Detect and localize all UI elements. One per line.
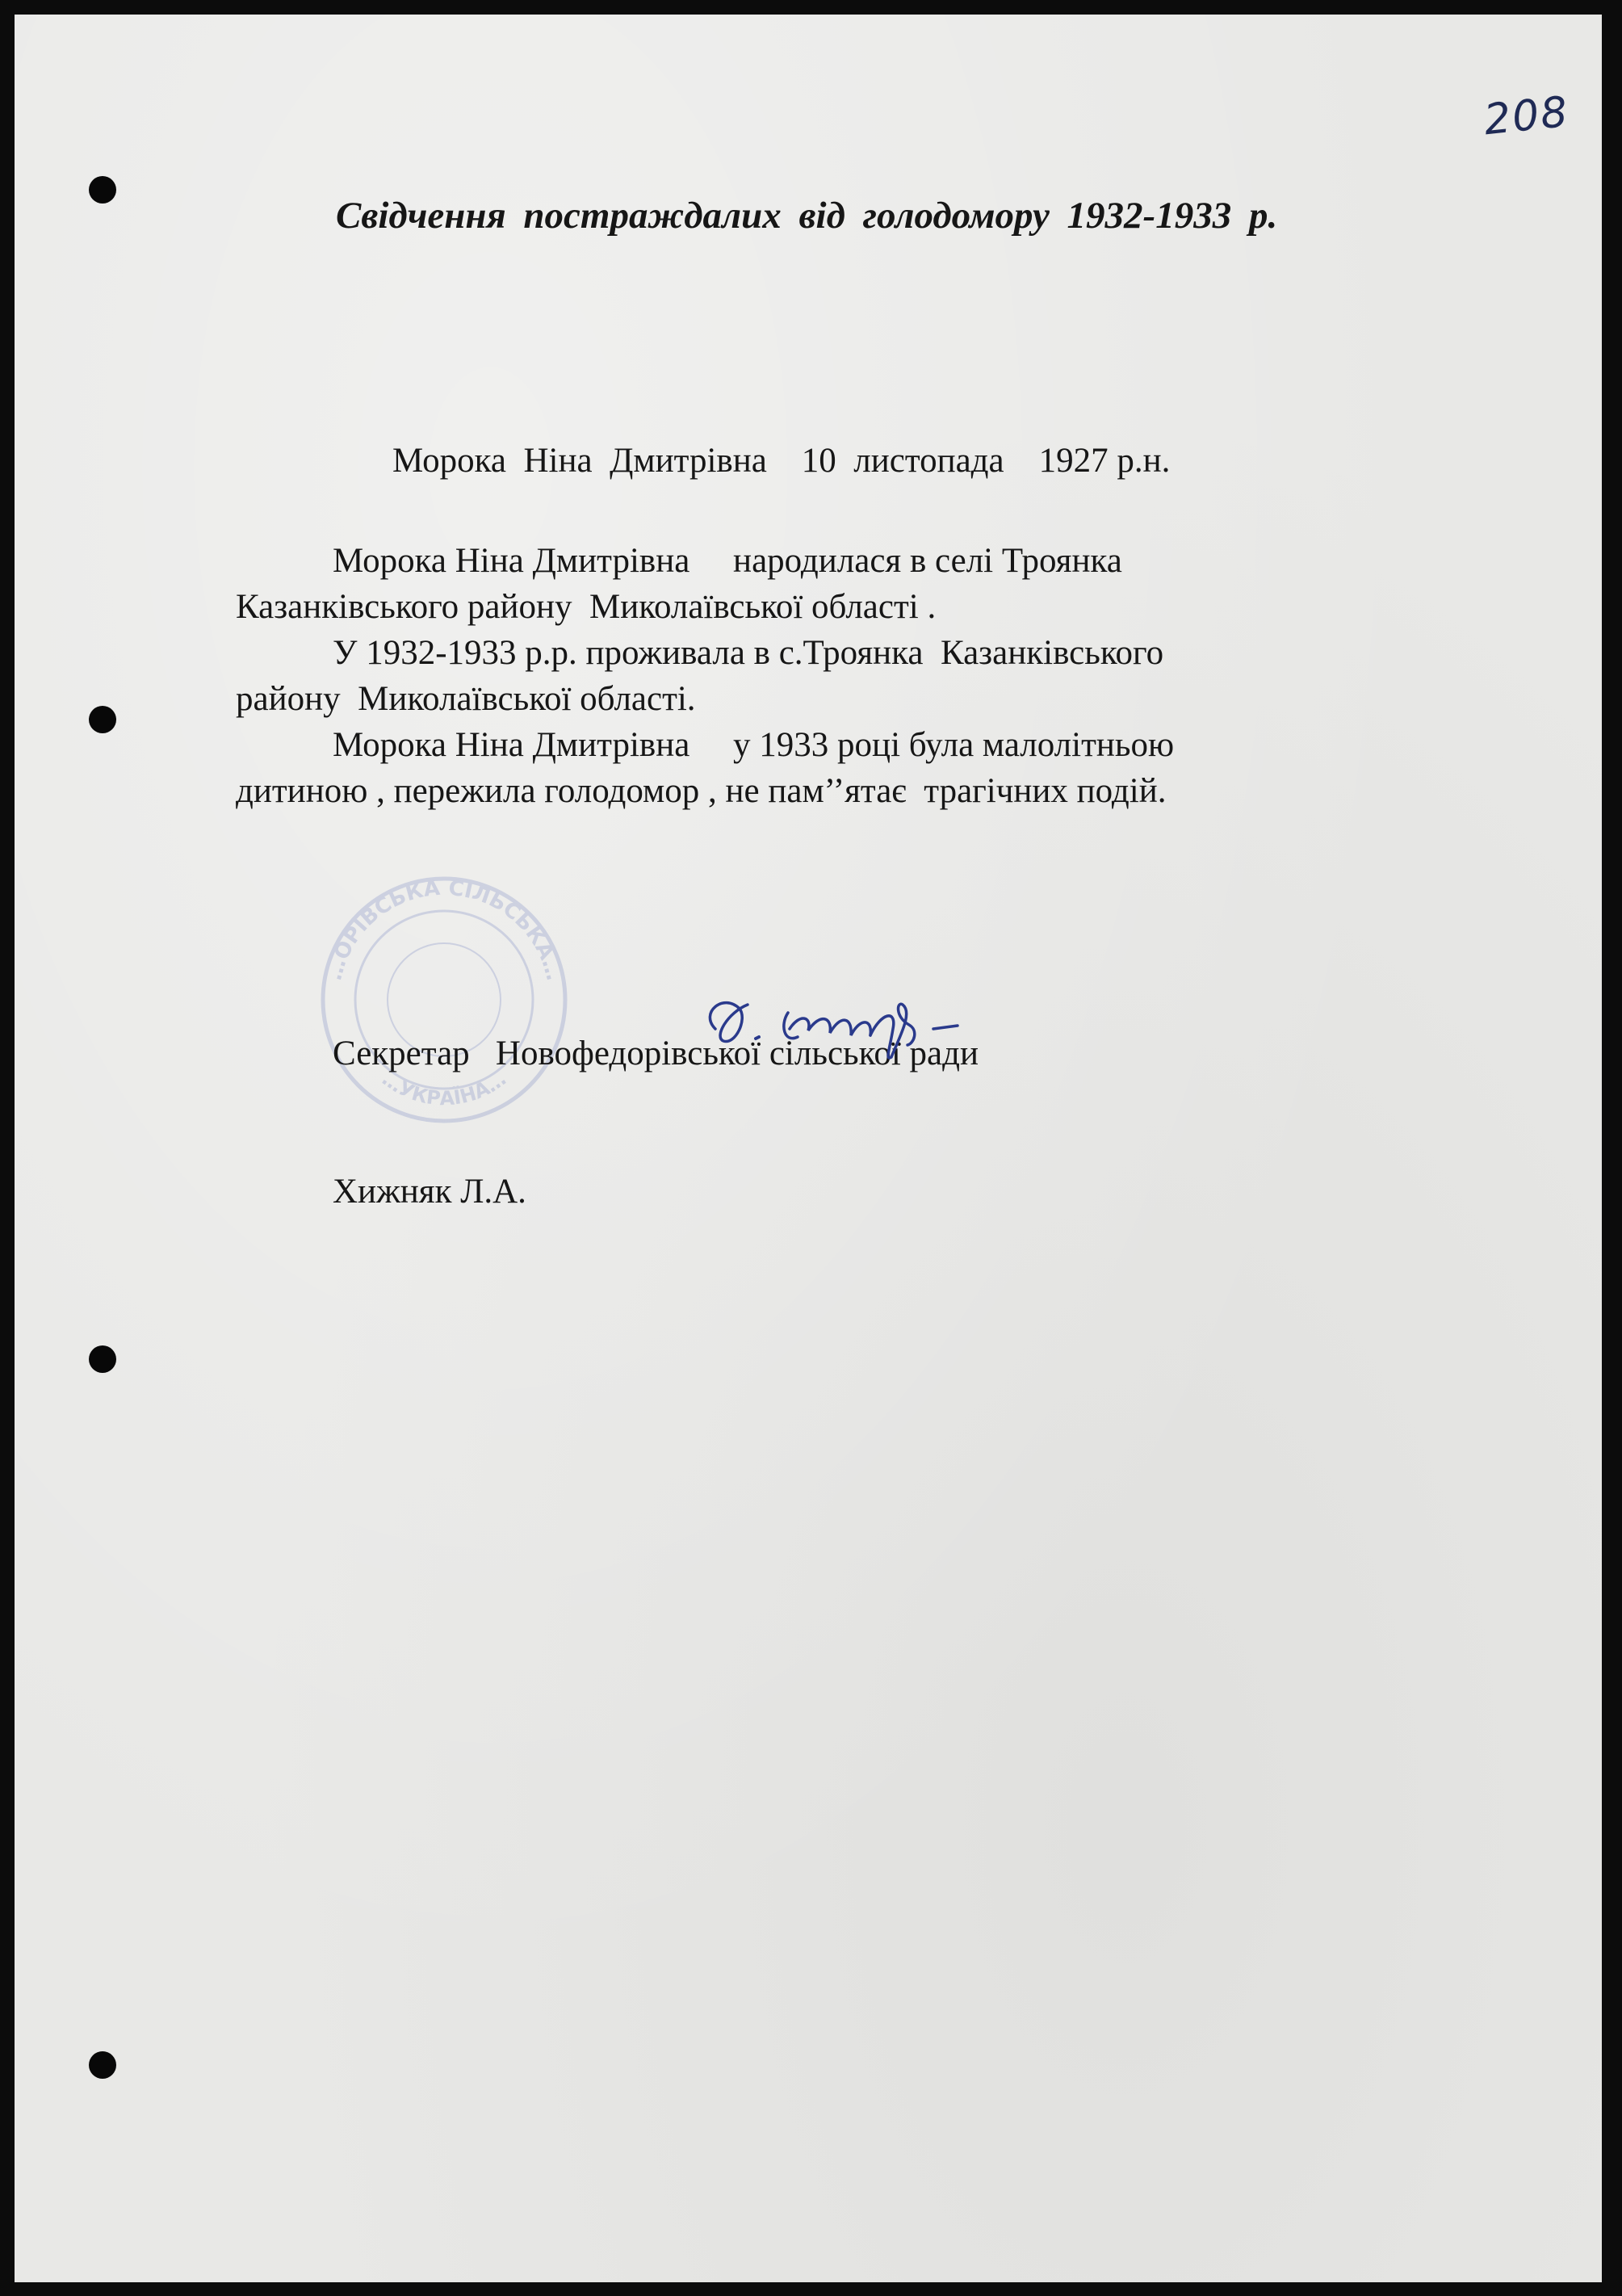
stamp-text-bottom: …УКРАЇНА… xyxy=(378,1067,510,1110)
folio-number: 208 xyxy=(1482,87,1572,145)
secretary-name: Хижняк Л.А. xyxy=(333,1173,526,1211)
testimony-line: дитиною , пережила голодомор , не пам’’ятає трагічних подій. xyxy=(236,772,1167,810)
punch-hole xyxy=(89,176,116,204)
document-title: Свідчення постраждалих від голодомору 1932-1933 р. xyxy=(336,195,1278,237)
person-heading: Морока Ніна Дмитрівна 10 листопада 1927 р.н. xyxy=(392,442,1171,480)
testimony-line: району Миколаївської області. xyxy=(236,680,696,718)
punch-hole xyxy=(89,2051,116,2079)
testimony-line: Казанківського району Миколаївської області . xyxy=(236,588,937,626)
punch-hole xyxy=(89,706,116,733)
testimony-line: У 1932-1933 р.р. проживала в с.Троянка Казанківського xyxy=(333,634,1164,672)
handwritten-signature xyxy=(691,980,1030,1069)
stamp-text-top: …ОРІВСЬКА СІЛЬСЬКА… xyxy=(322,875,566,984)
testimony-body xyxy=(236,538,1415,814)
secretary-position: Секретар Новофедорівської сільської ради xyxy=(333,1035,979,1072)
document-page xyxy=(15,15,1602,2282)
testimony-line: Морока Ніна Дмитрівна народилася в селі Троянка xyxy=(333,542,1122,580)
punch-hole xyxy=(89,1345,116,1373)
testimony-line: Морока Ніна Дмитрівна у 1933 році була малолітньою xyxy=(333,726,1175,764)
